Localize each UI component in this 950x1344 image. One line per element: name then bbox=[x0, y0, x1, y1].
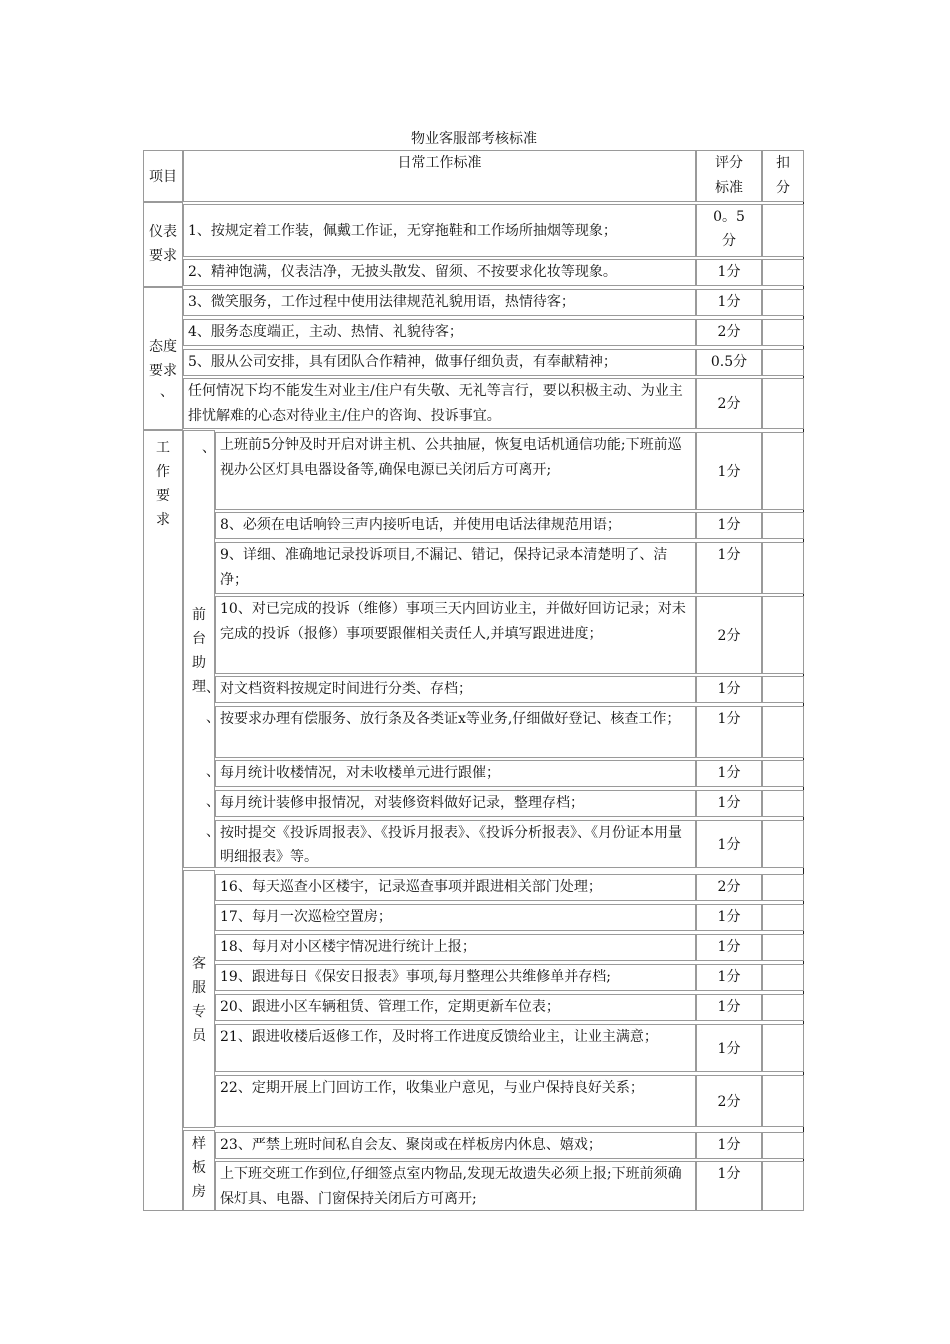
deduct-cell[interactable] bbox=[762, 820, 804, 868]
table-row: 2、精神饱满，仪表洁净，无披头散发、留须、不按要求化妆等现象。 bbox=[183, 259, 696, 286]
score-cell: 1分 bbox=[696, 706, 762, 758]
row-prefix: 、 bbox=[206, 710, 220, 726]
deduct-cell[interactable] bbox=[762, 596, 804, 674]
score-cell: 1分 bbox=[696, 1024, 762, 1072]
table-row: 5、服从公司安排，具有团队合作精神，做事仔细负责，有奉献精神； bbox=[183, 349, 696, 376]
table-row: 20、跟进小区车辆租赁、管理工作，定期更新车位表； bbox=[215, 994, 696, 1021]
deduct-cell[interactable] bbox=[762, 259, 804, 286]
deduct-cell[interactable] bbox=[762, 432, 804, 510]
deduct-cell[interactable] bbox=[762, 349, 804, 376]
showroom-label: 样板房 bbox=[192, 1136, 206, 1200]
deduct-cell[interactable] bbox=[762, 934, 804, 961]
table-row: 任何情况下均不能发生对业主/住户有失敬、无礼等言行，要以积极主动、为业主排忧解难的心态对待业主/住户的咨询、投诉事宜。 bbox=[183, 378, 696, 429]
table-row: 按时提交《投诉周报表》、《投诉月报表》、《投诉分析报表》、《月份证本用量明细报表》等。 bbox=[215, 820, 696, 868]
deduct-cell[interactable] bbox=[762, 319, 804, 346]
score-cell: 1分 bbox=[696, 1161, 762, 1211]
table-row: 1、按规定着工作装，佩戴工作证，无穿拖鞋和工作场所抽烟等现象； bbox=[183, 204, 696, 257]
deduct-cell[interactable] bbox=[762, 706, 804, 758]
score-cell: 1分 bbox=[696, 259, 762, 286]
deduct-cell[interactable] bbox=[762, 1132, 804, 1159]
score-cell: 1分 bbox=[696, 934, 762, 961]
row-prefix: 、 bbox=[206, 824, 220, 840]
table-row: 19、跟进每日《保安日报表》事项,每月整理公共维修单并存档; bbox=[215, 964, 696, 991]
deduct-cell[interactable] bbox=[762, 512, 804, 539]
score-cell: 1分 bbox=[696, 820, 762, 868]
score-cell: 2分 bbox=[696, 874, 762, 901]
deduct-cell[interactable] bbox=[762, 1075, 804, 1127]
deduct-cell[interactable] bbox=[762, 1161, 804, 1211]
score-cell: 2分 bbox=[696, 378, 762, 429]
work-label-cell bbox=[143, 430, 183, 1211]
table-row: 上班前5分钟及时开启对讲主机、公共抽屉，恢复电话机通信功能;下班前巡视办公区灯具电器设备等,确保电源已关闭后方可离开; bbox=[215, 432, 696, 510]
score-cell: 1分 bbox=[696, 1132, 762, 1159]
table-row: 4、服务态度端正，主动、热情、礼貌待客； bbox=[183, 319, 696, 346]
header-deduct-cell bbox=[762, 150, 804, 202]
header-score: 评分标准 bbox=[715, 155, 743, 196]
score-cell: 1分 bbox=[696, 676, 762, 703]
deduct-cell[interactable] bbox=[762, 542, 804, 594]
score-cell: 1分 bbox=[696, 904, 762, 931]
deduct-cell[interactable] bbox=[762, 676, 804, 703]
table-row: 按要求办理有偿服务、放行条及各类证x等业务,仔细做好登记、核查工作； bbox=[215, 706, 696, 758]
score-cell: 0.5分 bbox=[696, 349, 762, 376]
score-cell: 1分 bbox=[696, 289, 762, 316]
row-prefix: 、 bbox=[206, 764, 220, 780]
score-cell: 1分 bbox=[696, 432, 762, 510]
table-row: 上下班交班工作到位,仔细签点室内物品,发现无故遗失必须上报;下班前须确保灯具、电器、门窗保持关闭后方可离开; bbox=[215, 1161, 696, 1211]
header-item-cell bbox=[143, 150, 183, 202]
header-standard-cell bbox=[183, 150, 696, 202]
front-desk-label: 前台助理 bbox=[192, 607, 206, 695]
table-row: 每月统计装修申报情况，对装修资料做好记录，整理存档； bbox=[215, 790, 696, 817]
header-deduct: 扣分 bbox=[776, 155, 790, 196]
deduct-cell[interactable] bbox=[762, 1024, 804, 1072]
table-row: 9、详细、准确地记录投诉项目,不漏记、错记，保持记录本清楚明了、洁净； bbox=[215, 542, 696, 594]
attitude-extra-mark: 、 bbox=[160, 384, 174, 400]
score-cell: 2分 bbox=[696, 1075, 762, 1127]
table-row: 8、必须在电话响铃三声内接听电话，并使用电话法律规范用语； bbox=[215, 512, 696, 539]
table-row: 16、每天巡查小区楼宇，记录巡查事项并跟进相关部门处理； bbox=[215, 874, 696, 901]
appearance-label: 仪表要求 bbox=[149, 224, 177, 264]
score-cell: 2分 bbox=[696, 319, 762, 346]
row-prefix: 、 bbox=[206, 794, 220, 810]
table-row: 21、跟进收楼后返修工作，及时将工作进度反馈给业主，让业主满意； bbox=[215, 1024, 696, 1072]
table-row: 17、每月一次巡检空置房； bbox=[215, 904, 696, 931]
table-row: 23、严禁上班时间私自会友、聚岗或在样板房内休息、嬉戏； bbox=[215, 1132, 696, 1159]
deduct-cell[interactable] bbox=[762, 994, 804, 1021]
page-title: 物业客服部考核标准 bbox=[411, 131, 537, 147]
header-score-cell bbox=[696, 150, 762, 202]
score-cell: 0。5分 bbox=[696, 204, 762, 257]
attitude-label: 态度要求 bbox=[149, 339, 177, 379]
score-cell: 1分 bbox=[696, 542, 762, 594]
score-cell: 2分 bbox=[696, 596, 762, 674]
score-cell: 1分 bbox=[696, 994, 762, 1021]
table-row: 18、每月对小区楼宇情况进行统计上报； bbox=[215, 934, 696, 961]
header-item: 项目 bbox=[149, 169, 177, 185]
table-row: 对文档资料按规定时间进行分类、存档； bbox=[215, 676, 696, 703]
deduct-cell[interactable] bbox=[762, 790, 804, 817]
service-specialist-label: 客服专员 bbox=[192, 956, 206, 1044]
deduct-cell[interactable] bbox=[762, 204, 804, 257]
deduct-cell[interactable] bbox=[762, 760, 804, 787]
table-row: 每月统计收楼情况，对未收楼单元进行跟催； bbox=[215, 760, 696, 787]
row-prefix: 、 bbox=[206, 680, 220, 696]
score-cell: 1分 bbox=[696, 964, 762, 991]
deduct-cell[interactable] bbox=[762, 904, 804, 931]
deduct-cell[interactable] bbox=[762, 874, 804, 901]
table-row: 22、定期开展上门回访工作，收集业户意见，与业户保持良好关系； bbox=[215, 1075, 696, 1127]
header-standard: 日常工作标准 bbox=[397, 155, 482, 171]
score-cell: 1分 bbox=[696, 512, 762, 539]
work-label: 工作要求 bbox=[156, 440, 170, 528]
deduct-cell[interactable] bbox=[762, 964, 804, 991]
score-cell: 1分 bbox=[696, 790, 762, 817]
table-row: 10、对已完成的投诉（维修）事项三天内回访业主，并做好回访记录；对未完成的投诉（报修）事项要跟催相关责任人,并填写跟进进度； bbox=[215, 596, 696, 674]
score-cell: 1分 bbox=[696, 760, 762, 787]
table-row: 3、微笑服务，工作过程中使用法律规范礼貌用语，热情待客； bbox=[183, 289, 696, 316]
deduct-cell[interactable] bbox=[762, 378, 804, 429]
row-prefix: 、 bbox=[202, 440, 216, 456]
deduct-cell[interactable] bbox=[762, 289, 804, 316]
